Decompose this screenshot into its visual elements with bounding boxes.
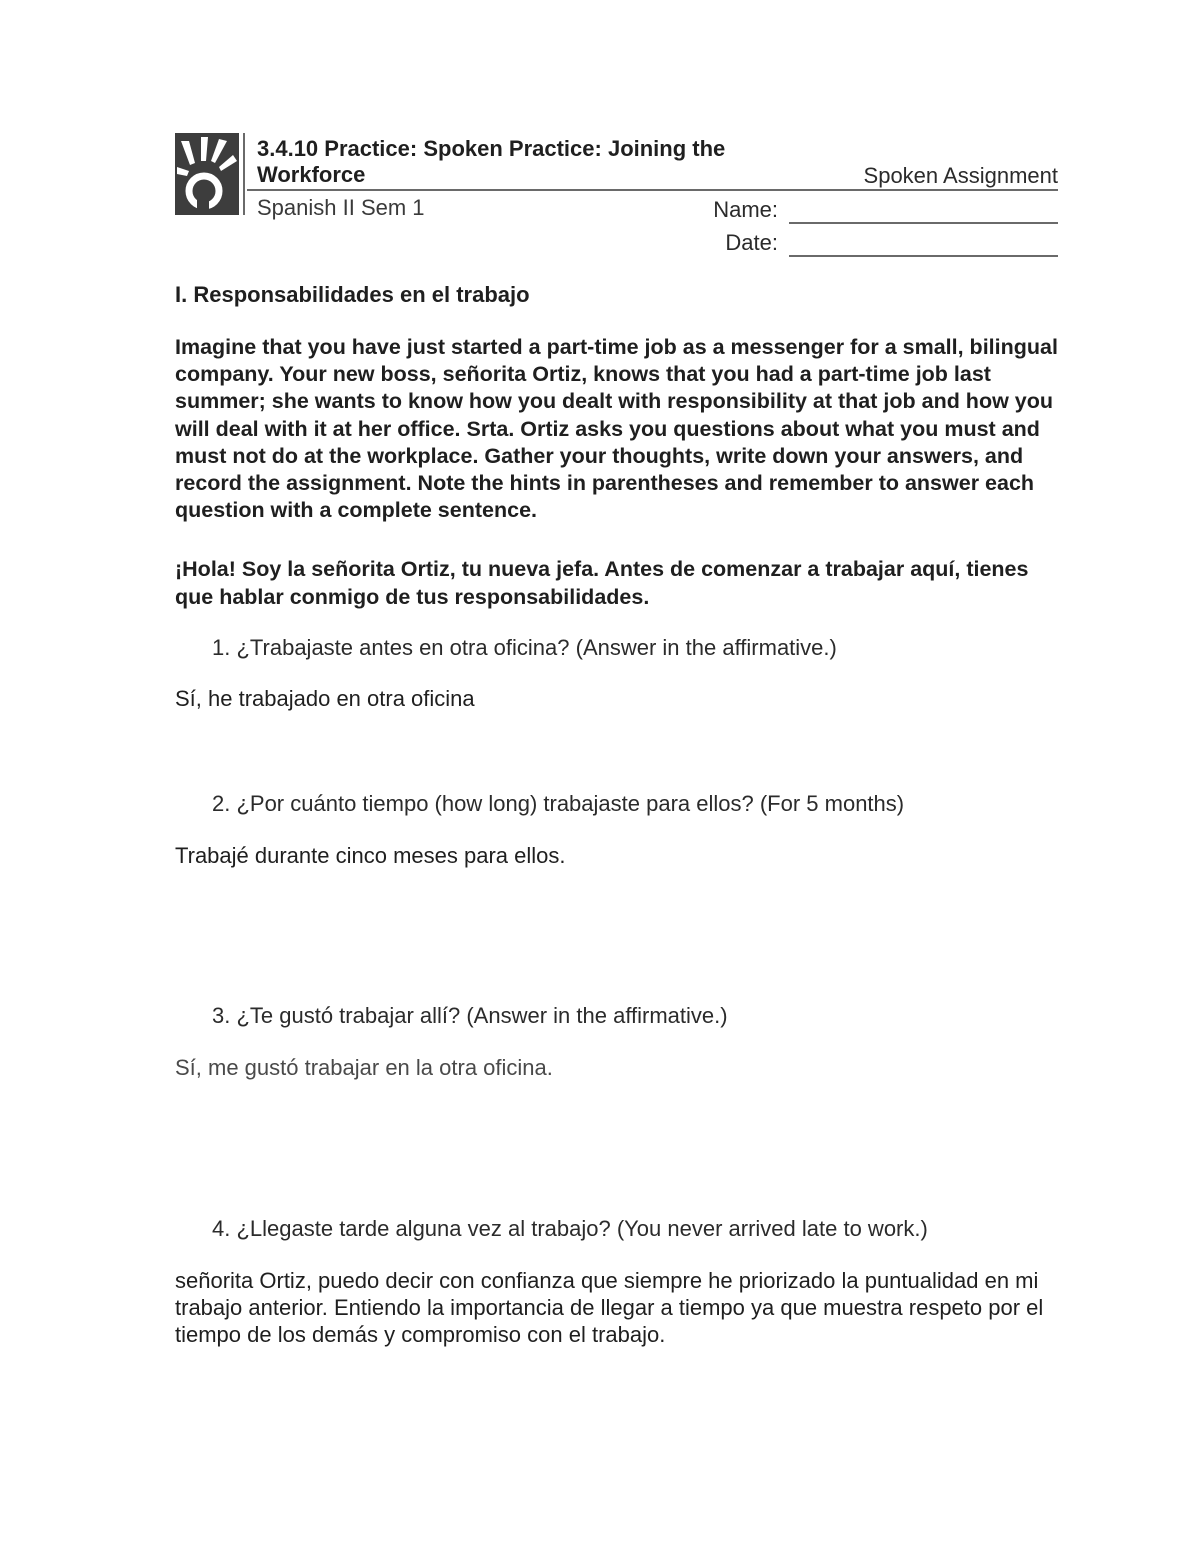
question-2: 2. ¿Por cuánto tiempo (how long) trabajaste para ellos? (For 5 months)	[212, 791, 905, 816]
course-name: Spanish II Sem 1	[257, 195, 425, 220]
logo-divider	[243, 133, 245, 215]
name-label: Name:	[713, 197, 778, 222]
name-field-line[interactable]	[789, 222, 1058, 224]
question-4: 4. ¿Llegaste tarde alguna vez al trabajo? (You never arrived late to work.)	[212, 1216, 928, 1241]
header-divider	[247, 189, 1058, 191]
section-heading: I. Responsabilidades en el trabajo	[175, 282, 530, 307]
date-label: Date:	[725, 230, 778, 255]
answer-3: Sí, me gustó trabajar en la otra oficina.	[175, 1055, 553, 1080]
question-3: 3. ¿Te gustó trabajar allí? (Answer in the affirmative.)	[212, 1003, 728, 1028]
intro-paragraph: ¡Hola! Soy la señorita Ortiz, tu nueva jefa. Antes de comenzar a trabajar aquí, tienes que hablar conmigo de tus responsabilidades.	[175, 557, 1029, 609]
answer-2: Trabajé durante cinco meses para ellos.	[175, 843, 566, 868]
date-field-line[interactable]	[789, 255, 1058, 257]
assignment-title: 3.4.10 Practice: Spoken Practice: Joining the Workforce	[257, 136, 726, 187]
school-logo-icon	[175, 133, 239, 215]
assignment-type: Spoken Assignment	[863, 163, 1058, 188]
answer-1: Sí, he trabajado en otra oficina	[175, 686, 475, 711]
question-1: 1. ¿Trabajaste antes en otra oficina? (Answer in the affirmative.)	[212, 635, 837, 660]
instructions-paragraph: Imagine that you have just started a part-time job as a messenger for a small, bilingual company. Your new boss, señorita Ortiz, knows that you had a part-time job last summer; she wants to know how you dealt with responsibility at that job and how you will deal with it at her office. Srta. Ortiz asks you questions about what you must and must not do at the workplace. Gather your thoughts, write down your answers, and record the assignment. Note the hints in parentheses and remember to answer each question with a complete sentence.	[175, 335, 1058, 523]
answer-4: señorita Ortiz, puedo decir con confianza que siempre he priorizado la puntualidad en mi trabajo anterior. Entiendo la importancia de llegar a tiempo ya que muestra respeto por el tiempo de los demás y compromiso con el trabajo.	[175, 1268, 1044, 1347]
